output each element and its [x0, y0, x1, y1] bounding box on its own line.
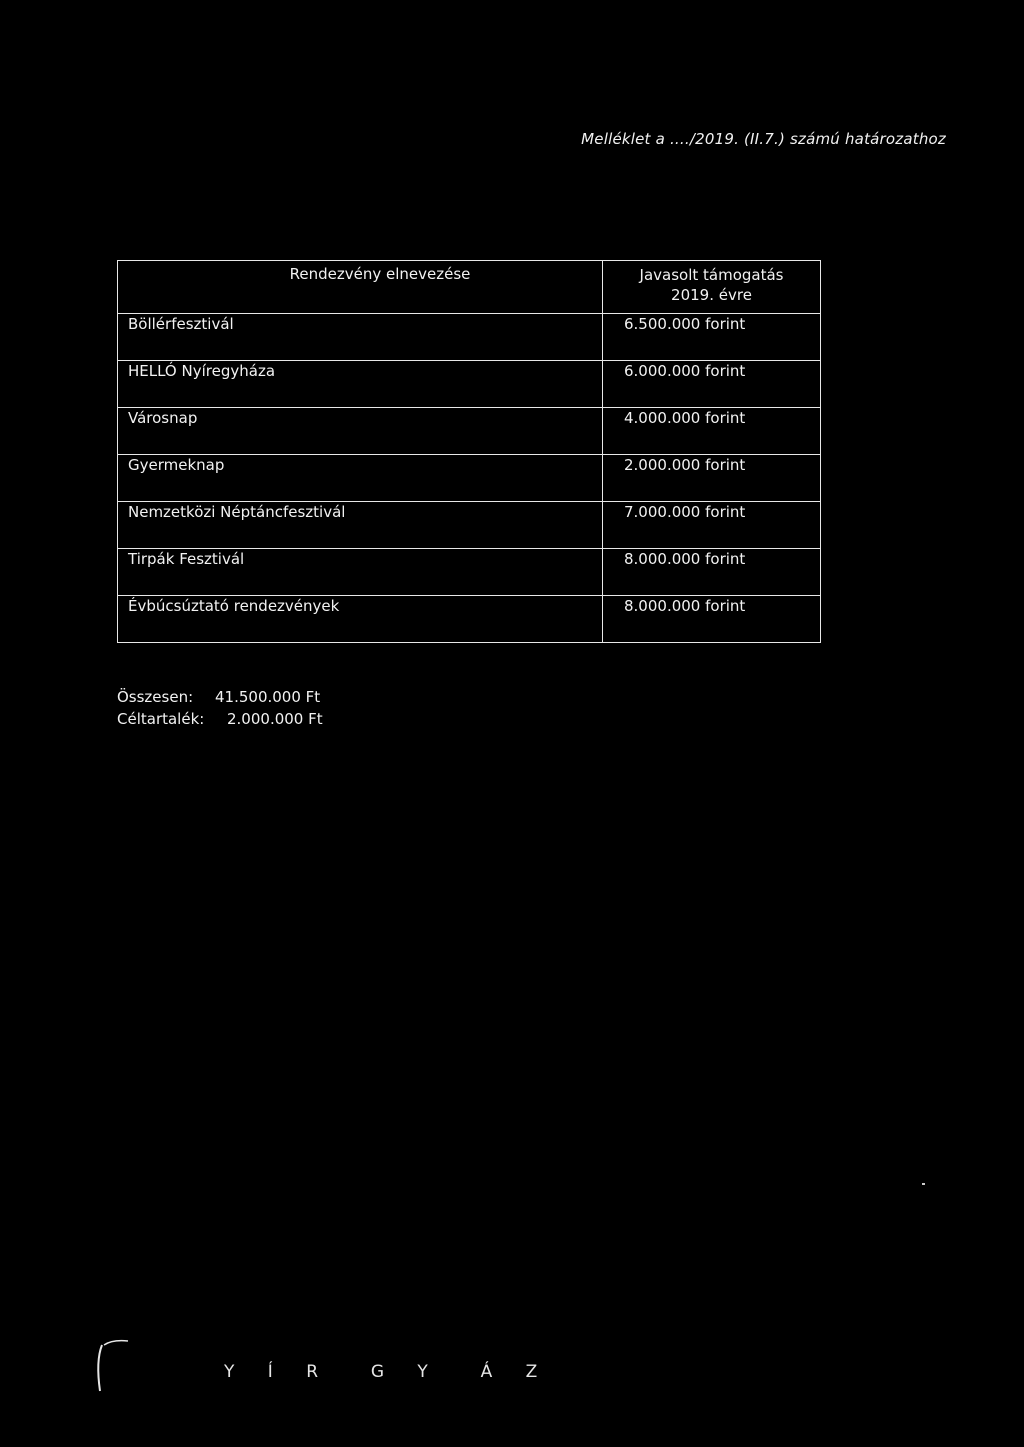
table-row [118, 455, 821, 502]
event-amount-cell: 6.500.000 forint [603, 314, 821, 361]
event-amount-cell: 2.000.000 forint [603, 455, 821, 502]
scan-speck [922, 1183, 925, 1185]
event-name-cell: Nemzetközi Néptáncfesztivál [118, 502, 603, 549]
header-amount-line-1: Javasolt támogatás [639, 266, 784, 284]
header-event-name: Rendezvény elnevezése [118, 261, 603, 314]
totals-block [117, 686, 323, 730]
reserve-row [117, 708, 323, 730]
header-proposed-support [603, 261, 821, 314]
event-name-cell: Városnap [118, 408, 603, 455]
event-amount-cell: 6.000.000 forint [603, 361, 821, 408]
total-value: 41.500.000 Ft [215, 688, 321, 706]
header-amount-line-2: 2019. évre [671, 286, 752, 304]
table-row [118, 596, 821, 643]
event-name-cell: Tirpák Fesztivál [118, 549, 603, 596]
event-amount-cell: 4.000.000 forint [603, 408, 821, 455]
event-name-cell: Évbúcsúztató rendezvények [118, 596, 603, 643]
stamp-text: Y Í R G Y Á Z [224, 1362, 552, 1382]
event-amount-cell: 7.000.000 forint [603, 502, 821, 549]
table-header-row [118, 261, 821, 314]
footer-stamp [88, 1335, 552, 1395]
table-row [118, 502, 821, 549]
event-amount-cell: 8.000.000 forint [603, 549, 821, 596]
event-name-cell: Böllérfesztivál [118, 314, 603, 361]
total-row [117, 686, 323, 708]
table-row [118, 361, 821, 408]
reserve-label: Céltartalék: [117, 710, 205, 728]
table-row [118, 314, 821, 361]
funding-table [117, 260, 820, 643]
stamp-bracket-icon [88, 1335, 148, 1395]
table-row [118, 549, 821, 596]
event-name-cell: Gyermeknap [118, 455, 603, 502]
total-label: Összesen: [117, 688, 194, 706]
annex-reference: Melléklet a ..../2019. (II.7.) számú határozathoz [581, 130, 946, 148]
event-name-cell: HELLÓ Nyíregyháza [118, 361, 603, 408]
table-row [118, 408, 821, 455]
event-amount-cell: 8.000.000 forint [603, 596, 821, 643]
reserve-value: 2.000.000 Ft [227, 710, 323, 728]
